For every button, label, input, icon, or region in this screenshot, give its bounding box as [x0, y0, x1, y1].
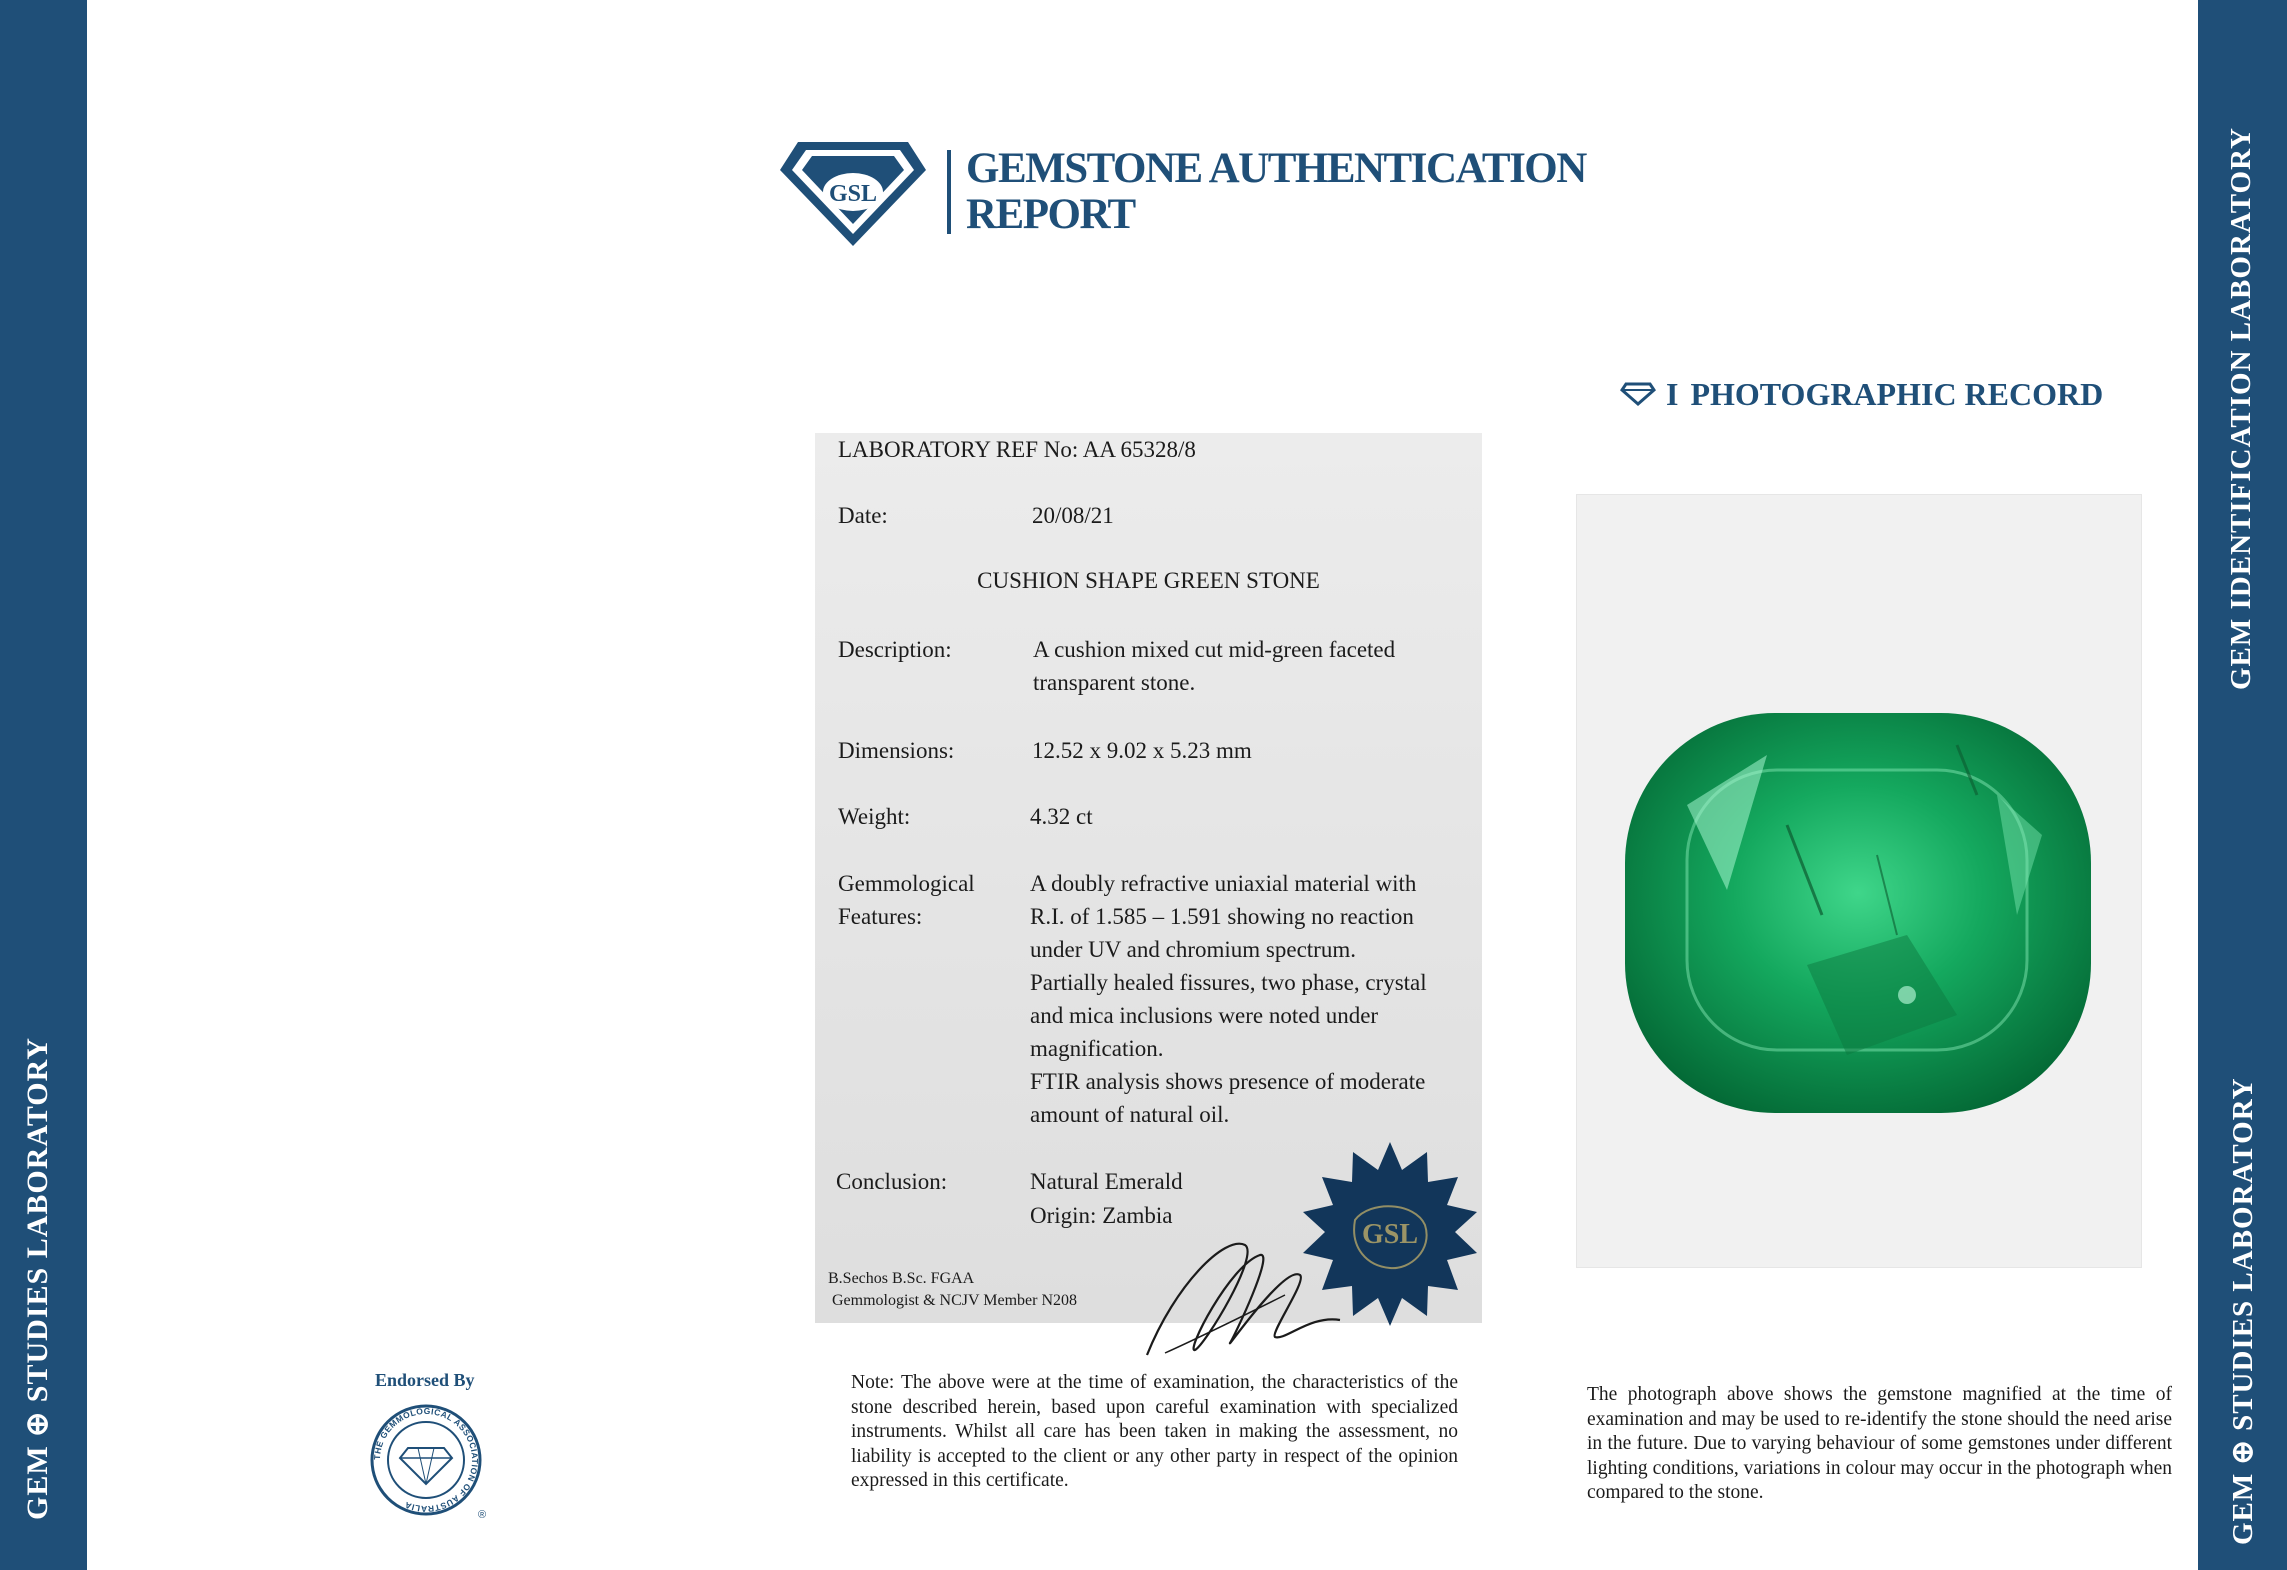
- gemstone-photo: [1576, 494, 2142, 1268]
- certificate-note: Note: The above were at the time of examination, the characteristics of the stone described herein, based upon careful examination with specialized instruments. Whilst all care has been taken in making the assessment, no liability is accepted to the client or any other party in respect of the opinion expressed in this certificate.: [851, 1372, 1458, 1491]
- report-title-line1: GEMSTONE AUTHENTICATION: [966, 145, 1586, 192]
- association-seal-text: THE GEMMOLOGICAL ASSOCIATION OF AUSTRALIA: [371, 1405, 481, 1515]
- header-divider: [947, 150, 951, 234]
- description-line-1: A cushion mixed cut mid-green faceted: [1033, 637, 1396, 662]
- features-line-2: R.I. of 1.585 – 1.591 showing no reaction: [1030, 904, 1414, 929]
- features-line-3: under UV and chromium spectrum.: [1030, 937, 1356, 962]
- date-value: 20/08/21: [1032, 503, 1114, 528]
- gemmological-association-seal: [368, 1400, 493, 1525]
- features-line-5: and mica inclusions were noted under: [1030, 1003, 1379, 1028]
- diamond-icon: [1620, 382, 1656, 406]
- signatory-block: [828, 1268, 1077, 1312]
- origin-value: Origin: Zambia: [1030, 1203, 1173, 1228]
- report-title-line2: REPORT: [966, 191, 1135, 238]
- stone-type: CUSHION SHAPE GREEN STONE: [977, 568, 1320, 593]
- dimensions-label: Dimensions:: [838, 738, 955, 763]
- photographic-record-title: PHOTOGRAPHIC RECORD: [1690, 375, 2104, 412]
- laboratory-seal: [1295, 1140, 1485, 1330]
- signatory-title: Gemmologist & NCJV Member N208: [832, 1292, 1078, 1309]
- features-line-6: magnification.: [1030, 1036, 1164, 1061]
- conclusion-value: Natural Emerald: [1030, 1169, 1183, 1194]
- description-line-2: transparent stone.: [1033, 670, 1196, 695]
- signatory-name: B.Sechos B.Sc. FGAA: [828, 1270, 975, 1287]
- photo-note: The photograph above shows the gemstone magnified at the time of examination and may be used to re-identify the stone should the need arise in the future. Due to varying behaviour of some gemstones under different lighting conditions, variations in colour may occur in the photograph when compared to the stone.: [1587, 1384, 2172, 1503]
- heading-separator: I: [1666, 375, 1679, 412]
- features-line-7: FTIR analysis shows presence of moderate: [1030, 1069, 1426, 1094]
- features-label-line-2: Features:: [838, 904, 923, 929]
- registered-mark: ®: [478, 1509, 487, 1521]
- emerald-image: [1577, 495, 2141, 1267]
- date-label: Date:: [838, 503, 888, 528]
- left-band-text: GEM ⊕ STUDIES LABORATORY: [21, 1037, 54, 1520]
- right-band-top-text: GEM IDENTIFICATION LABORATORY: [2225, 127, 2257, 690]
- features-label-line-1: Gemmological: [838, 871, 975, 896]
- weight-value: 4.32 ct: [1030, 804, 1093, 829]
- conclusion-label: Conclusion:: [836, 1169, 948, 1194]
- logo-text: GSL: [828, 181, 878, 207]
- gsl-diamond-logo: [778, 138, 928, 250]
- seal-text: GSL: [1361, 1219, 1419, 1250]
- weight-label: Weight:: [838, 804, 911, 829]
- emerald-body: [1625, 713, 2091, 1113]
- description-label: Description:: [838, 637, 952, 662]
- endorsed-by-label: Endorsed By: [375, 1370, 475, 1390]
- right-band-bottom-text: GEM ⊕ STUDIES LABORATORY: [2227, 1077, 2259, 1545]
- features-line-8: amount of natural oil.: [1030, 1102, 1230, 1127]
- left-side-band: [0, 0, 87, 1570]
- dimensions-value: 12.52 x 9.02 x 5.23 mm: [1032, 738, 1252, 763]
- laboratory-ref: LABORATORY REF No: AA 65328/8: [838, 437, 1196, 462]
- features-line-4: Partially healed fissures, two phase, crystal: [1030, 970, 1427, 995]
- features-line-1: A doubly refractive uniaxial material with: [1030, 871, 1417, 896]
- photographic-record-heading: [1620, 372, 2103, 416]
- right-side-band: [2198, 0, 2287, 1570]
